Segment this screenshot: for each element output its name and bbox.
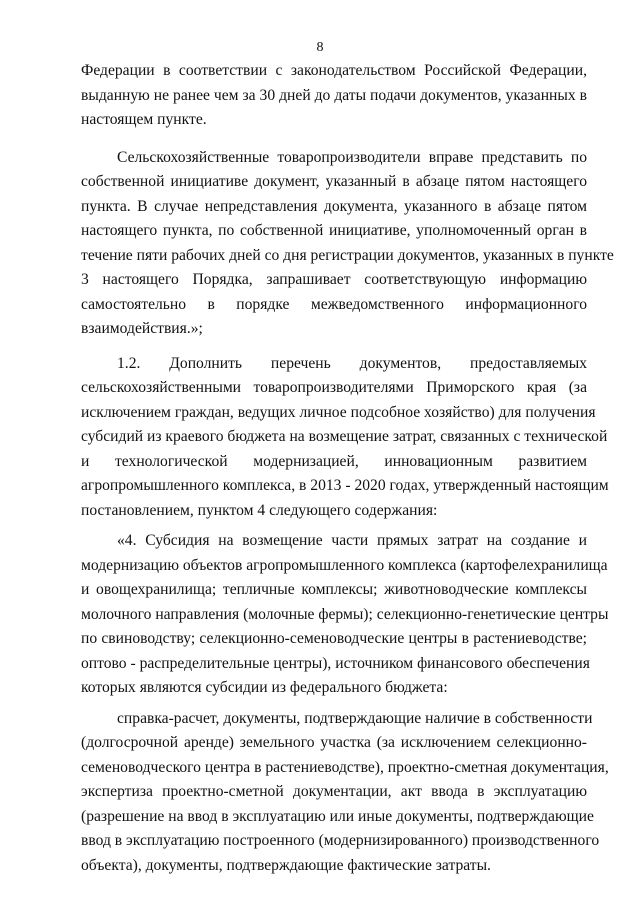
text-line: Федерации в соответствии с законодательством Российской Федерации, bbox=[81, 62, 587, 79]
text-line: сельскохозяйственными товаропроизводителями Приморского края (за bbox=[81, 379, 587, 396]
text-line: оптово - распределительные центры), источником финансового обеспечения bbox=[81, 654, 590, 672]
paragraph-required-documents bbox=[81, 707, 609, 879]
text-line: 1.2. Дополнить перечень документов, предоставляемых bbox=[117, 354, 587, 372]
page-number: 8 bbox=[316, 40, 324, 55]
paragraph-point-4-subsidy bbox=[81, 529, 609, 701]
text-line: (разрешение на ввод в эксплуатацию или иные документы, подтверждающие bbox=[81, 807, 594, 825]
text-line: 3 настоящего Порядка, запрашивает соответствующую информацию bbox=[81, 271, 587, 288]
paragraph-1-2-amendment bbox=[81, 352, 609, 524]
text-line: агропромышленного комплекса, в 2013 - 2020 годах, утвержденный настоящим bbox=[81, 477, 609, 494]
text-line: (долгосрочной аренде) земельного участка (за исключением селекционно- bbox=[81, 734, 587, 751]
document-body bbox=[81, 59, 614, 878]
text-line: объекта), документы, подтверждающие фактические затраты. bbox=[81, 856, 491, 874]
text-line: которых являются субсидии из федерального бюджета: bbox=[81, 679, 448, 696]
paragraph-federation-certificate bbox=[81, 59, 587, 133]
text-line: модернизацию объектов агропромышленного комплекса (картофелехранилища bbox=[81, 556, 608, 574]
text-line: экспертиза проектно-сметной документации, акт ввода в эксплуатацию bbox=[81, 783, 587, 800]
text-line: Сельскохозяйственные товаропроизводители вправе представить по bbox=[117, 148, 587, 166]
text-line: и технологической модернизацией, инновационным развитием bbox=[81, 452, 587, 470]
text-line: выданную не ранее чем за 30 дней до даты подачи документов, указанных в bbox=[81, 86, 587, 104]
text-line: течение пяти рабочих дней со дня регистрации документов, указанных в пункте bbox=[81, 246, 614, 264]
text-line: взаимодействия.»; bbox=[81, 320, 203, 337]
text-line: ввод в эксплуатацию построенного (модернизированного) производственного bbox=[81, 832, 600, 849]
text-line: настоящем пункте. bbox=[81, 111, 207, 128]
text-line: настоящего пункта, по собственной инициативе, уполномоченный орган в bbox=[81, 222, 587, 239]
text-line: субсидий из краевого бюджета на возмещение затрат, связанных с технической bbox=[81, 428, 608, 445]
text-line: пункта. В случае непредставления документа, указанного в абзаце пятом bbox=[81, 197, 587, 215]
text-line: справка-расчет, документы, подтверждающие наличие в собственности bbox=[117, 709, 593, 727]
text-line: «4. Субсидия на возмещение части прямых затрат на создание и bbox=[117, 532, 587, 549]
text-line: семеноводческого центра в растениеводстве), проектно-сметная документация, bbox=[81, 758, 609, 776]
paragraph-own-initiative bbox=[81, 146, 614, 342]
text-line: и овощехранилища; тепличные комплексы; животноводческие комплексы bbox=[81, 581, 587, 598]
text-line: молочного направления (молочные фермы); селекционно-генетические центры bbox=[81, 605, 609, 623]
text-line: собственной инициативе документ, указанный в абзаце пятом настоящего bbox=[81, 173, 587, 190]
text-line: постановлением, пунктом 4 следующего содержания: bbox=[81, 501, 438, 519]
text-line: самостоятельно в порядке межведомственного информационного bbox=[81, 295, 587, 313]
text-line: по свиноводству; селекционно-семеноводческие центры в растениеводстве; bbox=[81, 630, 587, 647]
text-line: исключением граждан, ведущих личное подсобное хозяйство) для получения bbox=[81, 403, 596, 421]
